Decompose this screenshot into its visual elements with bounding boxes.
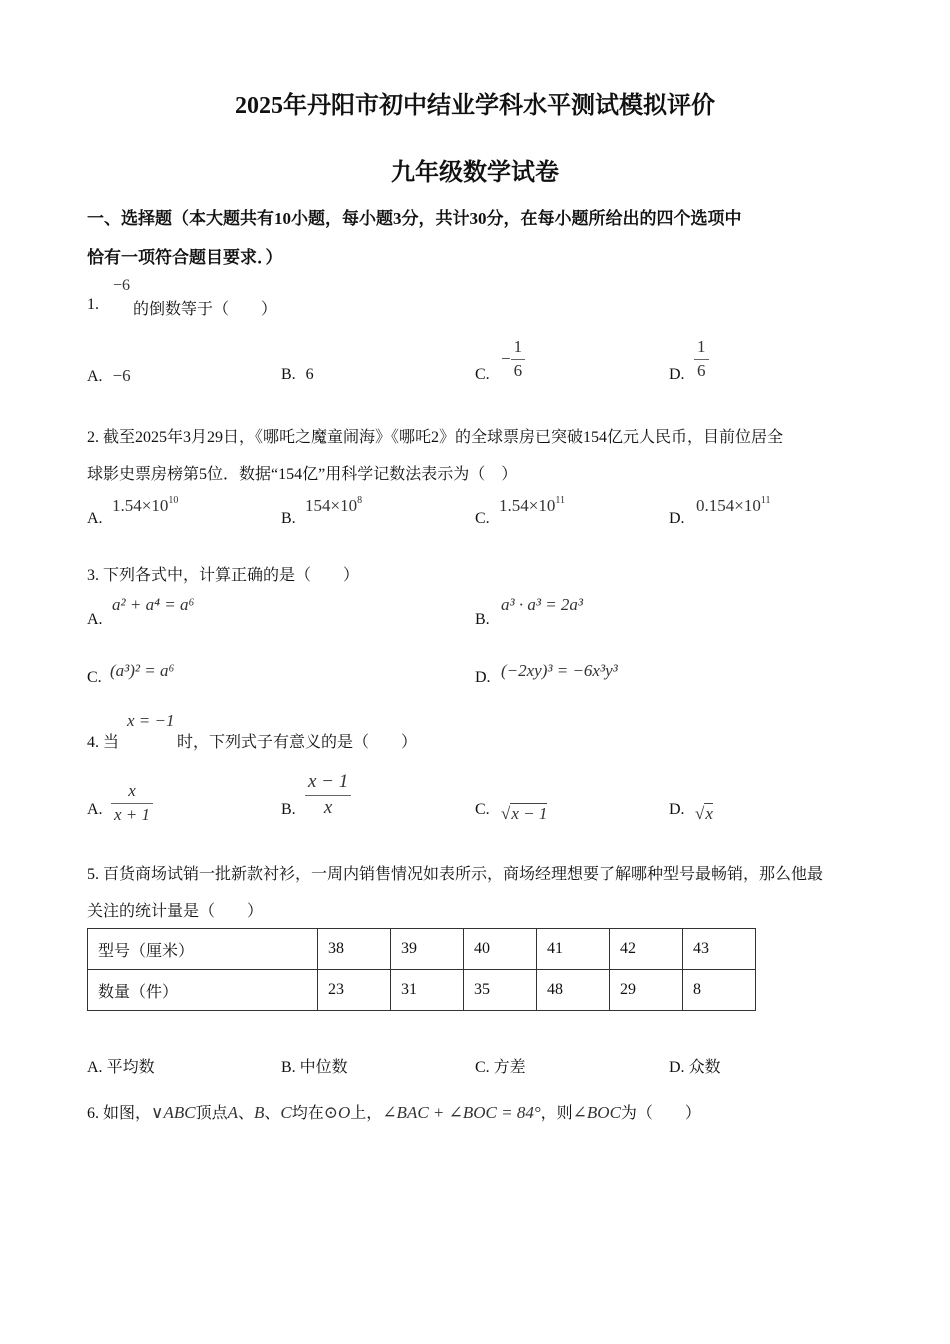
table-cell: 39 — [391, 929, 464, 970]
sales-table — [87, 928, 756, 1011]
option-d-expr: (−2xy)³ = −6x³y³ — [501, 661, 618, 680]
option-d: D. 众数 — [669, 1059, 721, 1076]
option-c-sqrt: √x − 1 — [501, 804, 548, 823]
option-b: B. — [281, 801, 296, 818]
question-text-line1: 5. 百货商场试销一批新款衬衫，一周内销售情况如表所示，商场经理想要了解哪种型号最畅销，那么他最 — [87, 866, 824, 883]
question-text-line1: 2. 截至2025年3月29日，《哪吒之魔童闹海》《哪吒2》的全球票房已突破154亿元人民币，目前位居全 — [87, 429, 784, 446]
question-text-line2: 球影史票房榜第5位．数据“154亿”用科学记数法表示为（ ） — [87, 466, 518, 483]
circle-o-symbol: ⊙O — [323, 1103, 351, 1122]
option-b: B. — [281, 510, 296, 527]
option-a: A. 平均数 — [87, 1059, 155, 1076]
option-d-value: $0.154\times 10^{11}$ — [696, 495, 771, 515]
option-a: A. −6 — [87, 366, 131, 385]
option-c: C. — [475, 510, 490, 527]
option-d: D. — [669, 366, 685, 383]
sqrt-icon: √ — [501, 804, 511, 823]
table-cell: 23 — [318, 970, 391, 1011]
exam-title: 2025年丹阳市初中结业学科水平测试模拟评价 — [235, 93, 715, 119]
exam-subtitle: 九年级数学试卷 — [391, 160, 559, 186]
option-b: B. 6 — [281, 366, 314, 383]
table-cell: 42 — [610, 929, 683, 970]
table-row — [88, 929, 756, 970]
table-cell: 8 — [683, 970, 756, 1011]
question-6: 6. 如图，∨ABC顶点A、B、C均在⊙O上，∠BAC + ∠BOC = 84°，则∠BOC为（ ） — [87, 1103, 701, 1122]
section-heading-line2: 恰有一项符合题目要求．） — [87, 248, 283, 267]
table-cell: 40 — [464, 929, 537, 970]
option-c: C. 方差 — [475, 1059, 526, 1076]
option-d-sqrt: √x — [695, 804, 713, 823]
question-text: 的倒数等于（ ） — [133, 301, 278, 318]
option-b: B. 中位数 — [281, 1059, 348, 1076]
question-text: 3. 下列各式中，计算正确的是（ ） — [87, 567, 360, 584]
section-heading-line1: 一、选择题（本大题共有10小题，每小题3分，共计30分，在每小题所给出的四个选项中 — [87, 209, 742, 228]
option-c-value: $1.54\times 10^{11}$ — [499, 495, 565, 515]
option-d-fraction: $\frac{1}{6}$ — [694, 338, 709, 380]
option-d: D. — [669, 801, 685, 818]
table-cell: 41 — [537, 929, 610, 970]
option-c: C. — [475, 801, 490, 818]
table-cell: 29 — [610, 970, 683, 1011]
option-a-expr: a² + a⁴ = a⁶ — [112, 595, 195, 614]
option-a: A. — [87, 611, 103, 628]
table-cell: 35 — [464, 970, 537, 1011]
option-a: A. — [87, 801, 103, 818]
row-header: 数量（件） — [88, 970, 318, 1011]
table-cell: 31 — [391, 970, 464, 1011]
math-condition: x = −1 — [127, 711, 175, 730]
option-b-value: $154\times 10^8$ — [305, 495, 363, 515]
option-b-expr: a³ · a³ = 2a³ — [501, 595, 584, 614]
option-d: D. — [475, 669, 491, 686]
option-d: D. — [669, 510, 685, 527]
option-c-expr: (a³)² = a⁶ — [110, 661, 175, 680]
option-a: A. — [87, 510, 103, 527]
option-c: C. — [87, 669, 102, 686]
question-text: 时，下列式子有意义的是（ ） — [177, 734, 418, 751]
sqrt-icon: √ — [695, 804, 705, 823]
row-header: 型号（厘米） — [88, 929, 318, 970]
question-text-line2: 关注的统计量是（ ） — [87, 903, 264, 920]
option-c: C. — [475, 366, 490, 383]
option-a-value: $1.54\times 10^{10}$ — [112, 495, 179, 515]
option-a-fraction: $\frac{x}{x + 1}$ — [111, 782, 153, 824]
question-number: 4. 当 — [87, 734, 120, 751]
table-cell: 48 — [537, 970, 610, 1011]
question-number: 1. — [87, 296, 99, 313]
option-b: B. — [475, 611, 490, 628]
option-c-fraction: − $\frac{1}{6}$ — [501, 338, 525, 380]
option-b-fraction: $\frac{x - 1}{x}$ — [305, 772, 351, 819]
table-cell: 43 — [683, 929, 756, 970]
table-cell: 38 — [318, 929, 391, 970]
math-expression: −6 — [113, 277, 131, 294]
table-row — [88, 970, 756, 1011]
